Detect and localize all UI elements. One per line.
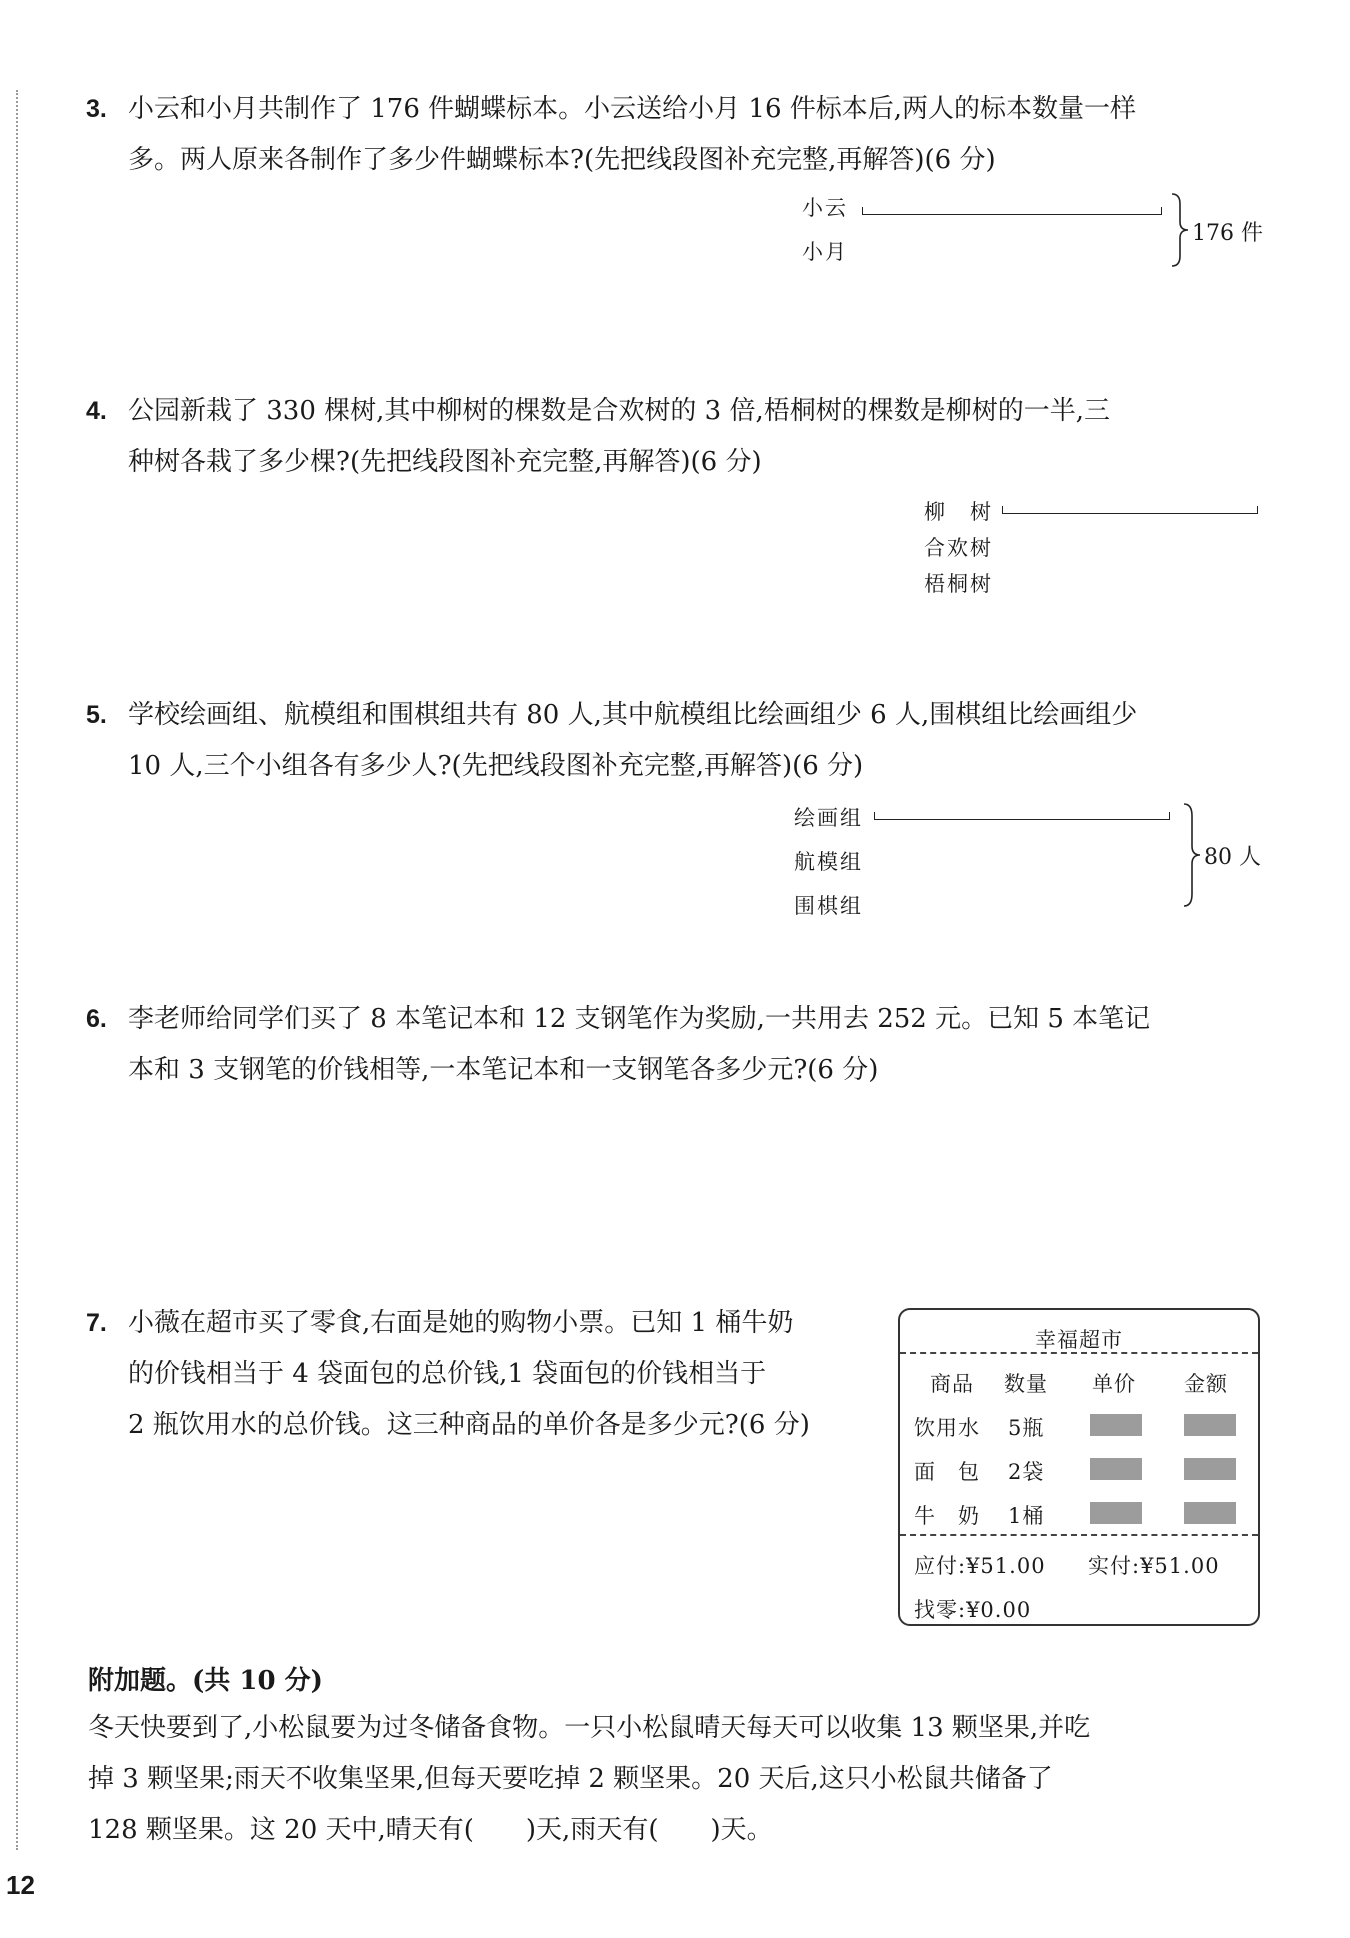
problem-5 [86, 690, 1266, 792]
problem-4 [86, 386, 1266, 488]
receipt-item-name: 饮用水 [914, 1416, 980, 1440]
problem-number: 4. [86, 397, 107, 425]
receipt-header: 商品 [930, 1372, 974, 1396]
bonus-line: 128 颗坚果。这 20 天中,晴天有( )天,雨天有( )天。 [88, 1815, 773, 1845]
problem-line: 10 人,三个小组各有多少人?(先把线段图补充完整,再解答)(6 分) [128, 751, 864, 781]
problem-line: 公园新栽了 330 棵树,其中柳树的棵数是合欢树的 3 倍,梧桐树的棵数是柳树的一半,三 [128, 396, 1111, 426]
receipt-item-name: 面 包 [914, 1460, 980, 1484]
receipt-item-name: 牛 奶 [914, 1504, 980, 1528]
brace-icon [1182, 802, 1204, 908]
segment-line [1002, 506, 1258, 514]
diagram-total: 80 人 [1204, 845, 1261, 870]
problem-line: 多。两人原来各制作了多少件蝴蝶标本?(先把线段图补充完整,再解答)(6 分) [128, 145, 996, 175]
receipt-header: 金额 [1184, 1372, 1228, 1396]
problem-number: 6. [86, 1005, 107, 1033]
problem-6 [86, 994, 1266, 1096]
diagram-total: 176 件 [1192, 221, 1263, 246]
receipt-divider [900, 1352, 1258, 1354]
problem-line: 小云和小月共制作了 176 件蝴蝶标本。小云送给小月 16 件标本后,两人的标本数量一样 [128, 94, 1137, 124]
page-number: 12 [6, 1870, 35, 1900]
problem-line: 种树各栽了多少棵?(先把线段图补充完整,再解答)(6 分) [128, 447, 762, 477]
segment-line [862, 207, 1162, 215]
receipt-amount-redacted [1184, 1502, 1236, 1524]
receipt-item-qty: 1桶 [1008, 1504, 1045, 1528]
bonus-question [88, 1703, 1268, 1856]
diagram-label: 航模组 [794, 850, 863, 874]
diagram-label: 柳 树 [924, 500, 993, 524]
problem-line: 的价钱相当于 4 袋面包的总价钱,1 袋面包的价钱相当于 [128, 1359, 767, 1389]
problem-line: 李老师给同学们买了 8 本笔记本和 12 支钢笔作为奖励,一共用去 252 元。已知 5 本笔记 [128, 1004, 1151, 1034]
shopping-receipt [898, 1308, 1260, 1626]
receipt-price-redacted [1090, 1502, 1142, 1524]
receipt-amount-redacted [1184, 1458, 1236, 1480]
problem-line: 小薇在超市买了零食,右面是她的购物小票。已知 1 桶牛奶 [128, 1308, 794, 1338]
segment-diagram-5 [792, 800, 1272, 918]
bonus-line: 掉 3 颗坚果;雨天不收集坚果,但每天要吃掉 2 颗坚果。20 天后,这只小松鼠共储备了 [88, 1764, 1053, 1794]
problem-number: 7. [86, 1309, 107, 1337]
diagram-label: 绘画组 [794, 806, 863, 830]
receipt-divider [900, 1534, 1258, 1536]
bonus-line: 冬天快要到了,小松鼠要为过冬储备食物。一只小松鼠晴天每天可以收集 13 颗坚果,并吃 [88, 1713, 1091, 1743]
receipt-item-qty: 5瓶 [1008, 1416, 1045, 1440]
brace-icon [1170, 192, 1192, 268]
binding-margin-line [16, 90, 18, 1850]
problem-3 [86, 84, 1266, 186]
receipt-header: 单价 [1092, 1372, 1136, 1396]
problem-line: 2 瓶饮用水的总价钱。这三种商品的单价各是多少元?(6 分) [128, 1410, 810, 1440]
receipt-payable: 应付:¥51.00 [914, 1554, 1046, 1578]
problem-number: 3. [86, 95, 107, 123]
diagram-label: 合欢树 [924, 536, 993, 560]
receipt-paid: 实付:¥51.00 [1088, 1554, 1220, 1578]
diagram-label: 小月 [802, 240, 848, 264]
receipt-amount-redacted [1184, 1414, 1236, 1436]
segment-diagram-4 [922, 494, 1272, 604]
diagram-label: 梧桐树 [924, 572, 993, 596]
receipt-item-qty: 2袋 [1008, 1460, 1045, 1484]
diagram-label: 围棋组 [794, 894, 863, 918]
problem-7 [86, 1298, 886, 1451]
receipt-price-redacted [1090, 1458, 1142, 1480]
problem-number: 5. [86, 701, 107, 729]
receipt-store-name: 幸福超市 [1035, 1328, 1123, 1352]
segment-diagram-3 [800, 190, 1270, 270]
receipt-price-redacted [1090, 1414, 1142, 1436]
bonus-title: 附加题。(共 10 分) [88, 1666, 323, 1696]
segment-line [874, 812, 1170, 820]
problem-line: 本和 3 支钢笔的价钱相等,一本笔记本和一支钢笔各多少元?(6 分) [128, 1055, 879, 1085]
diagram-label: 小云 [802, 196, 848, 220]
problem-line: 学校绘画组、航模组和围棋组共有 80 人,其中航模组比绘画组少 6 人,围棋组比绘画组少 [128, 700, 1138, 730]
receipt-header: 数量 [1004, 1372, 1048, 1396]
receipt-change: 找零:¥0.00 [914, 1598, 1032, 1622]
